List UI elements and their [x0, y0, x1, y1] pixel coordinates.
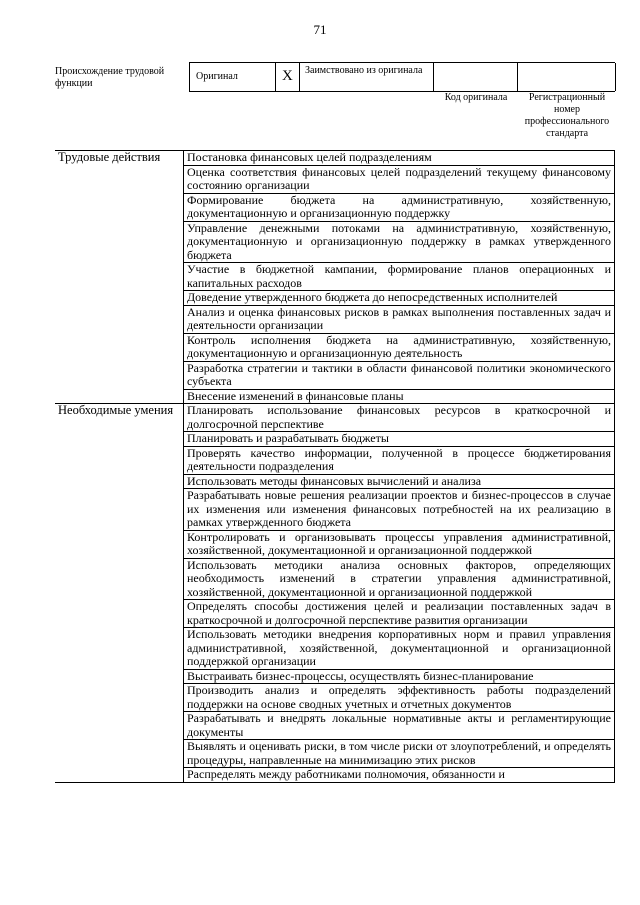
labor-action-item: Внесение изменений в финансовые планы — [184, 389, 615, 404]
original-cell — [189, 63, 276, 91]
page-number: 71 — [313, 22, 327, 37]
skill-item: Определять способы достижения целей и реализации поставленных задач в краткосрочной и долгосрочной перспективе развития организации — [184, 600, 615, 628]
skills-label: Необходимые умения — [55, 404, 184, 783]
labor-action-item: Участие в бюджетной кампании, формирование планов операционных и капитальных расходов — [184, 263, 615, 291]
labor-actions-label: Трудовые действия — [55, 151, 184, 404]
skill-item: Проверять качество информации, полученной в процессе бюджетирования деятельности подразделения — [184, 446, 615, 474]
skill-item: Контролировать и организовывать процессы управления административной, хозяйственной, документационной и организационной поддержкой — [184, 530, 615, 558]
labor-action-item: Формирование бюджета на административную, хозяйственную, документационную и организационную поддержку — [184, 193, 615, 221]
table-row — [55, 151, 615, 166]
labor-action-item: Доведение утвержденного бюджета до непосредственных исполнителей — [184, 291, 615, 306]
skill-item: Разрабатывать и внедрять локальные нормативные акты и регламентирующие документы — [184, 712, 615, 740]
skill-item: Использовать методики анализа основных факторов, определяющих необходимость изменений в стратегии управления административной, хозяйственной, документационной и организационной поддержкой — [184, 558, 615, 600]
function-table — [55, 150, 615, 783]
origin-label: Происхождение трудовой функции — [55, 66, 165, 89]
skill-item: Планировать и разрабатывать бюджеты — [184, 432, 615, 447]
table-row — [55, 404, 615, 432]
skill-item: Использовать методы финансовых вычислений и анализа — [184, 474, 615, 489]
skill-item: Распределять между работниками полномочия, обязанности и — [184, 768, 615, 783]
skill-item: Разрабатывать новые решения реализации проектов и бизнес-процессов в случае их изменения или изменения финансовых потребностей на их реализацию в рамках утвержденного бюджета — [184, 489, 615, 531]
origin-section — [55, 62, 615, 142]
skill-item: Использовать методики внедрения корпоративных норм и правил управления административной, хозяйственной, документационной и организационной поддержкой организации — [184, 628, 615, 670]
labor-action-item: Оценка соответствия финансовых целей подразделений текущему финансовому состоянию организации — [184, 165, 615, 193]
origin-box — [189, 62, 615, 92]
skill-item: Планировать использование финансовых ресурсов в краткосрочной и долгосрочной перспективе — [184, 404, 615, 432]
borrowed-label: Заимствовано из оригинала — [305, 65, 423, 76]
original-mark: X — [282, 68, 293, 84]
mark-cell — [275, 63, 300, 91]
labor-action-item: Контроль исполнения бюджета на административную, хозяйственную, документационную и организационную деятельность — [184, 333, 615, 361]
borrowed-cell — [299, 63, 434, 91]
labor-action-item: Разработка стратегии и тактики в области финансовой политики экономического субъекта — [184, 361, 615, 389]
labor-action-item: Постановка финансовых целей подразделениям — [184, 151, 615, 166]
labor-action-item: Анализ и оценка финансовых рисков в рамках выполнения поставленных задач и деятельности организации — [184, 305, 615, 333]
code-label: Код оригинала — [444, 92, 508, 103]
skill-item: Производить анализ и определять эффективность работы подразделений поддержки на основе сводных учетных и отчетных документов — [184, 684, 615, 712]
skill-item: Выстраивать бизнес-процессы, осуществлять бизнес-планирование — [184, 669, 615, 684]
code-cell — [433, 63, 518, 91]
skill-item: Выявлять и оценивать риски, в том числе риски от злоупотреблений, и определять процедуры, направленные на минимизацию этих рисков — [184, 740, 615, 768]
original-label: Оригинал — [196, 71, 238, 82]
reg-number-cell — [517, 63, 616, 91]
reg-number-label: Регистрационный номер профессионального стандарта — [524, 92, 610, 139]
labor-action-item: Управление денежными потоками на административную, хозяйственную, документационную и организационную поддержку в рамках утвержденного бюджета — [184, 221, 615, 263]
